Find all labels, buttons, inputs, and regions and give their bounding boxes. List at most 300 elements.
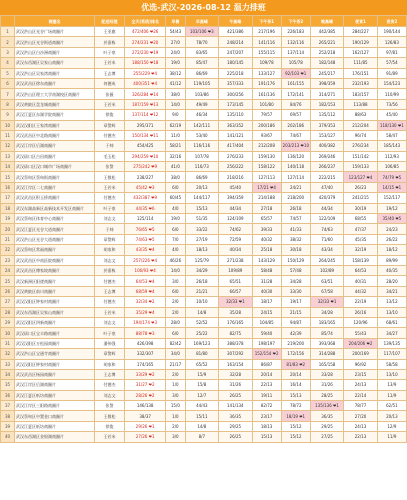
table-cell: 王志博	[94, 286, 124, 296]
table-cell: 38/37	[125, 411, 166, 421]
rank-cell: 34	[1, 369, 15, 379]
area-name-cell: 武汉武昌区徐东商圈片	[15, 78, 95, 88]
table-cell: 41/12	[166, 78, 185, 88]
table-cell: 180/145	[219, 58, 252, 68]
table-cell: 248/214	[219, 37, 252, 47]
table-cell: 135/136 ❤1	[310, 401, 343, 411]
area-name-cell: 武汉新洲区阳逻商圈片	[15, 276, 95, 286]
table-cell: 394/359	[219, 193, 252, 203]
table-cell: 86/69	[185, 68, 218, 78]
table-cell: 185/143	[377, 141, 406, 151]
table-cell: 86/69	[185, 172, 218, 182]
table-cell: 7/0	[166, 234, 185, 244]
area-name-cell: 武汉洪山区光谷街道商圈片	[15, 37, 95, 47]
table-cell: 198/197	[252, 338, 281, 348]
table-cell: 34/29	[185, 265, 218, 275]
table-cell: 22/13	[344, 432, 377, 442]
table-cell: 97/81	[377, 47, 406, 57]
column-header: 夜宵2	[377, 16, 406, 27]
area-name-cell: 武汉蔡甸区中置金口商圈片	[15, 411, 95, 421]
table-cell: 45/42 ❤3	[125, 182, 166, 192]
table-cell: 55/43	[344, 328, 377, 338]
table-cell: 于帅	[94, 141, 124, 151]
table-row	[1, 172, 407, 182]
table-cell: 27/25	[310, 432, 343, 442]
table-cell: 31/26	[310, 380, 343, 390]
column-header: 配送经理	[94, 16, 124, 27]
table-cell: 31/28	[252, 276, 281, 286]
table-cell: 190/144	[377, 27, 406, 37]
table-cell: 388/378	[219, 338, 252, 348]
table-cell: 于帅	[94, 224, 124, 234]
table-cell: 35/28	[219, 307, 252, 317]
table-cell: 40/35	[377, 265, 406, 275]
table-cell: 284/227	[344, 27, 377, 37]
table-cell: 6/0	[166, 328, 185, 338]
table-cell: 81/80	[185, 349, 218, 359]
table-cell: 65/51	[219, 276, 252, 286]
table-row	[1, 245, 407, 255]
rank-cell: 15	[1, 172, 15, 182]
table-cell: 161/155	[281, 78, 310, 88]
table-cell: 38/12	[166, 68, 185, 78]
table-cell: 14/15 ❤1	[377, 182, 406, 192]
table-cell: 194/174 ❤3	[125, 317, 166, 327]
table-cell: 付德杰	[94, 130, 124, 140]
table-cell: 65/52	[185, 359, 218, 369]
table-cell: 24/13	[344, 380, 377, 390]
table-row	[1, 58, 407, 68]
table-cell: 33/29 ❤2	[125, 369, 166, 379]
table-cell: 112/93	[377, 151, 406, 161]
table-cell: 15/12	[281, 421, 310, 431]
table-cell: 3/0	[166, 390, 185, 400]
table-cell: 44/34	[219, 203, 252, 213]
table-cell: 王若米	[94, 99, 124, 109]
table-cell: 34/21	[377, 286, 406, 296]
table-cell: 毛玉松	[94, 151, 124, 161]
area-name-cell: 武汉汉阳区四新商圈片	[15, 317, 95, 327]
column-header: 下午茶2	[281, 16, 310, 27]
table-cell: 20/14	[281, 369, 310, 379]
table-cell: 2/0	[166, 297, 185, 307]
table-cell: 33/22	[185, 224, 218, 234]
table-row	[1, 110, 407, 120]
table-cell: 161/136	[252, 89, 281, 99]
table-cell: 叶子豪	[94, 47, 124, 57]
table-cell: 125/114	[125, 214, 166, 224]
table-cell: 19/0	[166, 58, 185, 68]
table-cell: 82/42	[166, 338, 185, 348]
table-cell: 182/153	[310, 99, 343, 109]
rank-cell: 1	[1, 27, 15, 37]
table-cell: 11/9	[377, 390, 406, 400]
table-cell: 81/83 ❤2	[281, 359, 310, 369]
table-cell: 24/15	[252, 307, 281, 317]
table-cell: 187/159 ❤13	[125, 99, 166, 109]
table-cell: 123/127 ❤4	[344, 172, 377, 182]
table-cell: 刘志文	[94, 390, 124, 400]
table-cell: 266/237	[310, 162, 343, 172]
area-name-cell: 武汉江岸区后湖商圈片	[15, 380, 95, 390]
table-cell: 176/165	[219, 317, 252, 327]
table-cell: 272/230 ❤19	[125, 47, 166, 57]
table-cell: 332/307	[125, 349, 166, 359]
table-cell: 66/57	[219, 286, 252, 296]
table-cell: 44/34	[310, 203, 343, 213]
table-cell: 28/26 ❤2	[125, 390, 166, 400]
table-cell: 127/114	[281, 172, 310, 182]
table-cell: 162/127	[344, 47, 377, 57]
table-cell: 王志博	[94, 369, 124, 379]
table-cell: 62/51	[377, 401, 406, 411]
table-cell: 454/425	[125, 141, 166, 151]
table-cell: 264/245	[310, 255, 343, 265]
table-cell: 104/85	[252, 317, 281, 327]
table-cell: 王若米	[94, 182, 124, 192]
table-cell: 23/15	[344, 369, 377, 379]
area-name-cell: 武汉汉阳区钟家村商圈片	[15, 297, 95, 307]
table-cell: 45/40	[377, 110, 406, 120]
rank-cell: 23	[1, 255, 15, 265]
table-cell: 173/145	[219, 99, 252, 109]
table-cell: 43/34	[310, 245, 343, 255]
table-cell: 14/8	[185, 307, 218, 317]
table-row	[1, 307, 407, 317]
table-cell: 76/65 ❤5	[125, 224, 166, 234]
table-cell: 116/116	[185, 141, 218, 151]
table-cell: 79/57	[252, 110, 281, 120]
table-cell: 152/154 ❤2	[252, 349, 281, 359]
table-cell: 74/79 ❤5	[377, 172, 406, 182]
table-cell: 120/96	[344, 317, 377, 327]
table-cell: 74/62	[219, 224, 252, 234]
table-cell: 141/116	[252, 37, 281, 47]
table-cell: 13/10	[377, 369, 406, 379]
table-cell: 432/387 ❤9	[125, 193, 166, 203]
table-cell: 106/85	[377, 162, 406, 172]
table-row	[1, 432, 407, 442]
table-cell: 126/83	[377, 37, 406, 47]
table-cell: 王敬松	[94, 172, 124, 182]
table-cell: 110/99	[377, 89, 406, 99]
table-cell: 78/77	[344, 401, 377, 411]
table-cell: 84/76	[281, 99, 310, 109]
table-cell: 31/27 ❤2	[125, 380, 166, 390]
table-cell: 38/0	[166, 89, 185, 99]
table-cell: 15/13	[185, 203, 218, 213]
table-cell: 172/156	[281, 349, 310, 359]
table-cell: 106/93 ❤4	[125, 265, 166, 275]
table-cell: 32/28	[219, 369, 252, 379]
table-cell: 94/87	[281, 317, 310, 327]
table-cell: 60/45	[166, 193, 185, 203]
table-cell: 212/208	[252, 141, 281, 151]
area-name-cell: 武汉东西湖区吴家山商圈片	[15, 307, 95, 317]
rank-cell: 9	[1, 110, 15, 120]
area-name-cell: 武汉汉阳区王家湾商圈片	[15, 120, 95, 130]
table-cell: 68/59 ❤4	[125, 286, 166, 296]
table-cell: 28/0	[166, 317, 185, 327]
area-name-cell: 武汉江夏区东湖学院商圈片	[15, 110, 95, 120]
table-cell: 19/0	[166, 214, 185, 224]
table-cell: 69/57	[281, 110, 310, 120]
table-cell: 14/8	[185, 421, 218, 431]
table-cell: 420/379	[310, 193, 343, 203]
table-row	[1, 265, 407, 275]
table-cell: 王志博	[94, 68, 124, 78]
table-cell: 78/72	[281, 401, 310, 411]
table-cell: 45/40	[219, 182, 252, 192]
column-header: 早高峰	[185, 16, 218, 27]
area-name-cell: 武汉硚口区古田商圈片	[15, 151, 95, 161]
table-cell: 142/111	[185, 120, 218, 130]
table-cell: 21/15	[281, 307, 310, 317]
table-cell: 74/63 ❤5	[125, 234, 166, 244]
table-cell: 256/222	[219, 162, 252, 172]
table-cell: 165/158	[310, 359, 343, 369]
table-cell: 74/67	[281, 130, 310, 140]
rank-cell: 19	[1, 214, 15, 224]
table-cell: 王若米	[94, 58, 124, 68]
table-cell: 於嘉栋	[94, 37, 124, 47]
rank-cell: 38	[1, 411, 15, 421]
rank-cell: 14	[1, 162, 15, 172]
table-cell: 212/204	[344, 120, 377, 130]
table-cell: 23/17	[252, 411, 281, 421]
table-cell: 169/123	[185, 338, 218, 348]
table-cell: 12/9	[377, 421, 406, 431]
table-row	[1, 224, 407, 234]
table-cell: 218/216	[219, 172, 252, 182]
table-cell: 13/12	[377, 297, 406, 307]
table-cell: 78/70	[185, 37, 218, 47]
table-cell: 29/26 ❤1	[125, 421, 166, 431]
table-row	[1, 421, 407, 431]
table-cell: 2/0	[166, 369, 185, 379]
table-cell: 88/78 ❤3	[125, 328, 166, 338]
column-header	[1, 16, 15, 27]
table-cell: 65/57	[252, 214, 281, 224]
rank-cell: 39	[1, 421, 15, 431]
table-cell: 3/0	[166, 432, 185, 442]
table-cell: 73/56	[377, 99, 406, 109]
rank-cell: 11	[1, 130, 15, 140]
rank-cell: 32	[1, 349, 15, 359]
table-cell: 8/7	[185, 432, 218, 442]
table-cell: 176/151	[344, 68, 377, 78]
rank-cell: 22	[1, 245, 15, 255]
table-cell: 255/229 ❤4	[125, 68, 166, 78]
table-row	[1, 411, 407, 421]
table-cell: 徐俊	[94, 110, 124, 120]
table-cell: 44/43	[185, 401, 218, 411]
table-cell: 68/61	[377, 317, 406, 327]
table-cell: 150/129	[281, 255, 310, 265]
table-cell: 241/215	[344, 193, 377, 203]
table-cell: 127/113	[252, 172, 281, 182]
table-cell: 190/129	[344, 37, 377, 47]
table-cell: 43/35 ❤4	[125, 245, 166, 255]
table-cell: 27/0	[166, 37, 185, 47]
table-cell: 40/30	[252, 286, 281, 296]
table-cell: 39/33	[252, 224, 281, 234]
table-cell: 214/188	[252, 193, 281, 203]
area-name-cell: 武汉武昌区中北路商圈片	[15, 130, 95, 140]
table-cell: 27/20	[344, 411, 377, 421]
table-cell: 125/79	[185, 255, 218, 265]
table-cell: 11/0	[166, 130, 185, 140]
area-name-cell: 武汉江岸区后湖商圈片	[15, 141, 95, 151]
rank-cell: 17	[1, 193, 15, 203]
table-cell: 27/19	[185, 234, 218, 244]
table-cell: 19/17	[281, 297, 310, 307]
table-cell: 20/13	[185, 182, 218, 192]
table-cell: 付德杰	[94, 193, 124, 203]
table-cell: 58/48	[252, 265, 281, 275]
rank-cell: 27	[1, 297, 15, 307]
table-cell: 6/0	[166, 224, 185, 234]
table-cell: 41/0	[166, 162, 185, 172]
table-cell: 200/169	[344, 349, 377, 359]
table-cell: 172/141	[281, 89, 310, 99]
table-cell: 38/32	[281, 234, 310, 244]
table-cell: 35/40 ❤5	[377, 214, 406, 224]
table-cell: 18/19 ❤1	[281, 411, 310, 421]
column-header: 晚高峰	[310, 16, 343, 27]
table-cell: 442/385	[310, 27, 343, 37]
table-cell: 刘志文	[94, 214, 124, 224]
table-row	[1, 390, 407, 400]
rank-cell: 40	[1, 432, 15, 442]
rank-cell: 12	[1, 141, 15, 151]
column-header: 全天(系统)排名	[125, 16, 166, 27]
table-cell: 247/207	[219, 47, 252, 57]
table-cell: 135/112	[310, 110, 343, 120]
area-name-cell: 武汉洪山区光谷大道商圈片	[15, 234, 95, 244]
rank-cell: 18	[1, 203, 15, 213]
table-cell: 2/0	[166, 421, 185, 431]
table-cell: 307/292	[219, 349, 252, 359]
rank-cell: 20	[1, 224, 15, 234]
table-cell: 35/29 ❤4	[125, 307, 166, 317]
table-cell: 46/26	[166, 255, 185, 265]
table-cell: 54/43	[166, 27, 185, 37]
table-cell: 47/40	[310, 182, 343, 192]
table-cell: 6/0	[166, 286, 185, 296]
rank-cell: 8	[1, 99, 15, 109]
table-cell: 417/404	[219, 141, 252, 151]
table-cell: 294/259 ❤10	[125, 151, 166, 161]
table-cell: 85/74	[310, 328, 343, 338]
table-cell: 59/40	[252, 328, 281, 338]
table-cell: 188/150 ❤18	[125, 58, 166, 68]
table-cell: 141/134	[219, 401, 252, 411]
table-cell: 26/22	[377, 234, 406, 244]
area-name-cell: 武汉蔡甸区常福商圈片	[15, 245, 95, 255]
table-row	[1, 151, 407, 161]
table-cell: 271/238	[219, 255, 252, 265]
table-cell: 146/138	[125, 401, 166, 411]
table-cell: 71/60	[310, 234, 343, 244]
table-cell: 393/368	[310, 338, 343, 348]
table-cell: 15/9	[185, 369, 218, 379]
table-cell: 182/148	[310, 58, 343, 68]
area-name-cell: 武汉洪山区理工大学南湖校区商圈片	[15, 89, 95, 99]
table-row	[1, 369, 407, 379]
table-cell: 72/59	[219, 234, 252, 244]
table-cell: 57/48	[281, 265, 310, 275]
table-cell: 13/10	[377, 307, 406, 317]
table-cell: 86/87	[252, 359, 281, 369]
table-cell: 19/12	[377, 203, 406, 213]
table-cell: 叶子豪	[94, 203, 124, 213]
table-row	[1, 68, 407, 78]
table-cell: 118/130 ❤1	[377, 120, 406, 130]
table-cell: 276/234	[344, 141, 377, 151]
table-cell: 40/31	[344, 276, 377, 286]
table-cell: 34/28	[310, 307, 343, 317]
table-cell: 32/34 ❤2	[125, 297, 166, 307]
table-cell: 15/11	[185, 411, 218, 421]
table-cell: 53/40	[185, 130, 218, 140]
rank-cell: 29	[1, 317, 15, 327]
rank-cell: 6	[1, 78, 15, 88]
table-cell: 44/32	[344, 286, 377, 296]
table-cell: 13/9	[377, 380, 406, 390]
table-cell: 25/22	[185, 328, 218, 338]
table-cell: 21/21	[185, 286, 218, 296]
table-cell: 41/33	[281, 224, 310, 234]
rank-cell: 30	[1, 328, 15, 338]
table-cell: 109/89	[219, 265, 252, 275]
table-cell: 付德杰	[94, 380, 124, 390]
table-cell: 王敬松	[94, 411, 124, 421]
table-cell: 20/13	[377, 411, 406, 421]
table-cell: 219/200	[281, 338, 310, 348]
table-cell: 10/10	[185, 297, 218, 307]
table-cell: 74/63	[310, 224, 343, 234]
rank-cell: 16	[1, 182, 15, 192]
table-cell: 31/26	[219, 380, 252, 390]
table-cell: 117/107	[377, 349, 406, 359]
table-cell: 45/35	[344, 234, 377, 244]
table-cell: 222/215	[310, 172, 343, 182]
table-cell: 21/17	[166, 359, 185, 369]
table-cell: 379/353	[310, 120, 343, 130]
table-cell: 257/226 ❤4	[125, 255, 166, 265]
table-cell: 34/27	[377, 328, 406, 338]
table-cell: 116/73	[185, 162, 218, 172]
table-cell: 24/13	[344, 421, 377, 431]
table-cell: 183/165	[310, 317, 343, 327]
rank-cell: 37	[1, 401, 15, 411]
table-cell: 章警辉	[94, 234, 124, 244]
table-row	[1, 89, 407, 99]
column-header: 商圈名	[15, 16, 95, 27]
table-cell: 218/200	[281, 193, 310, 203]
table-cell: 34/28	[281, 276, 310, 286]
table-cell: 付德杰	[94, 297, 124, 307]
column-header: 早餐	[166, 16, 185, 27]
table-cell: 203/213 ❤10	[281, 141, 310, 151]
table-cell: 139/135	[377, 338, 406, 348]
table-cell: 付德杰	[94, 276, 124, 286]
table-cell: 34/0	[166, 349, 185, 359]
table-row	[1, 297, 407, 307]
table-cell: 2/0	[166, 307, 185, 317]
area-name-cell: 武汉洪山区白沙洲商圈片	[15, 47, 95, 57]
